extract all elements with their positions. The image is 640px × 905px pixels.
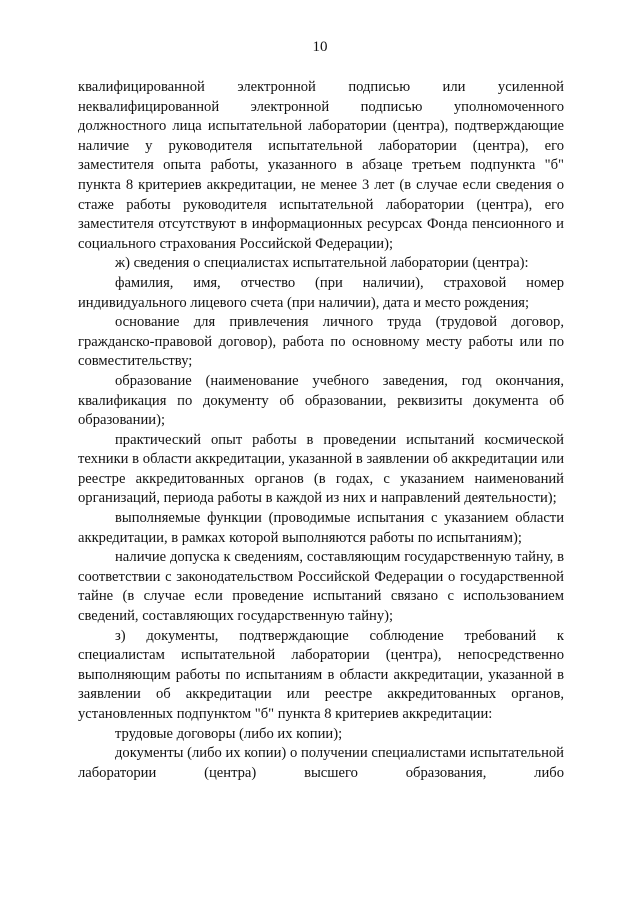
paragraph-employment-basis: основание для привлечения личного труда (трудовой договор, гражданско-правовой договор), работа по основному месту работы или по совместительству; <box>78 314 564 370</box>
paragraph-item-z: з) документы, подтверждающие соблюдение требований к специалистам испытательной лаборатории (центра), непосредственно выполняющим работы по испытаниям в области аккредитации, указанной в заявлении об аккредитации или реестре аккредитованных органов, установленных подпунктом "б" пункта 8 критериев аккредитации: <box>78 627 564 722</box>
paragraph-experience: практический опыт работы в проведении испытаний космической техники в области аккредитации, указанной в заявлении об аккредитации или реестре аккредитованных органов (в годах, с указанием наименований организаций, периода работы в каждой из них и направлений деятельности); <box>78 431 564 507</box>
paragraph-education: образование (наименование учебного заведения, год окончания, квалификация по документу об образовании, реквизиты документа об образовании); <box>78 372 564 429</box>
paragraph-functions: выполняемые функции (проводимые испытания с указанием области аккредитации, в рамках которой выполняются работы по испытаниям); <box>78 510 564 546</box>
paragraph-continuation: квалифицированной электронной подписью или усиленной неквалифицированной электронной подписью уполномоченного должностного лица испытательной лаборатории (центра), подтверждающие наличие у руководителя испытательной лаборатории (центра), его заместителя опыта работы, указанного в абзаце третьем подпункта "б" пункта 8 критериев аккредитации, не менее 3 лет (в случае если сведения о стаже работы руководителя испытательной лаборатории (центра), его заместителя отсутствуют в информационных ресурсах Фонда пенсионного и социального страхования Российской Федерации); <box>78 79 564 252</box>
page-number: 10 <box>312 39 328 55</box>
paragraph-full-name: фамилия, имя, отчество (при наличии), страховой номер индивидуального лицевого счета (при наличии), дата и место рождения; <box>78 274 564 311</box>
paragraph-education-documents: документы (либо их копии) о получении специалистами испытательной лаборатории (центра) высшего образования, либо <box>78 745 564 781</box>
paragraph-labor-contracts: трудовые договоры (либо их копии); <box>115 725 343 742</box>
paragraph-clearance: наличие допуска к сведениям, составляющим государственную тайну, в соответствии с законодательством Российской Федерации о государственной тайне (в случае если проведение испытаний связано с использованием сведений, составляющих государственную тайну); <box>78 549 564 625</box>
document-body <box>78 78 564 783</box>
paragraph-item-zh: ж) сведения о специалистах испытательной лаборатории (центра): <box>115 255 529 272</box>
